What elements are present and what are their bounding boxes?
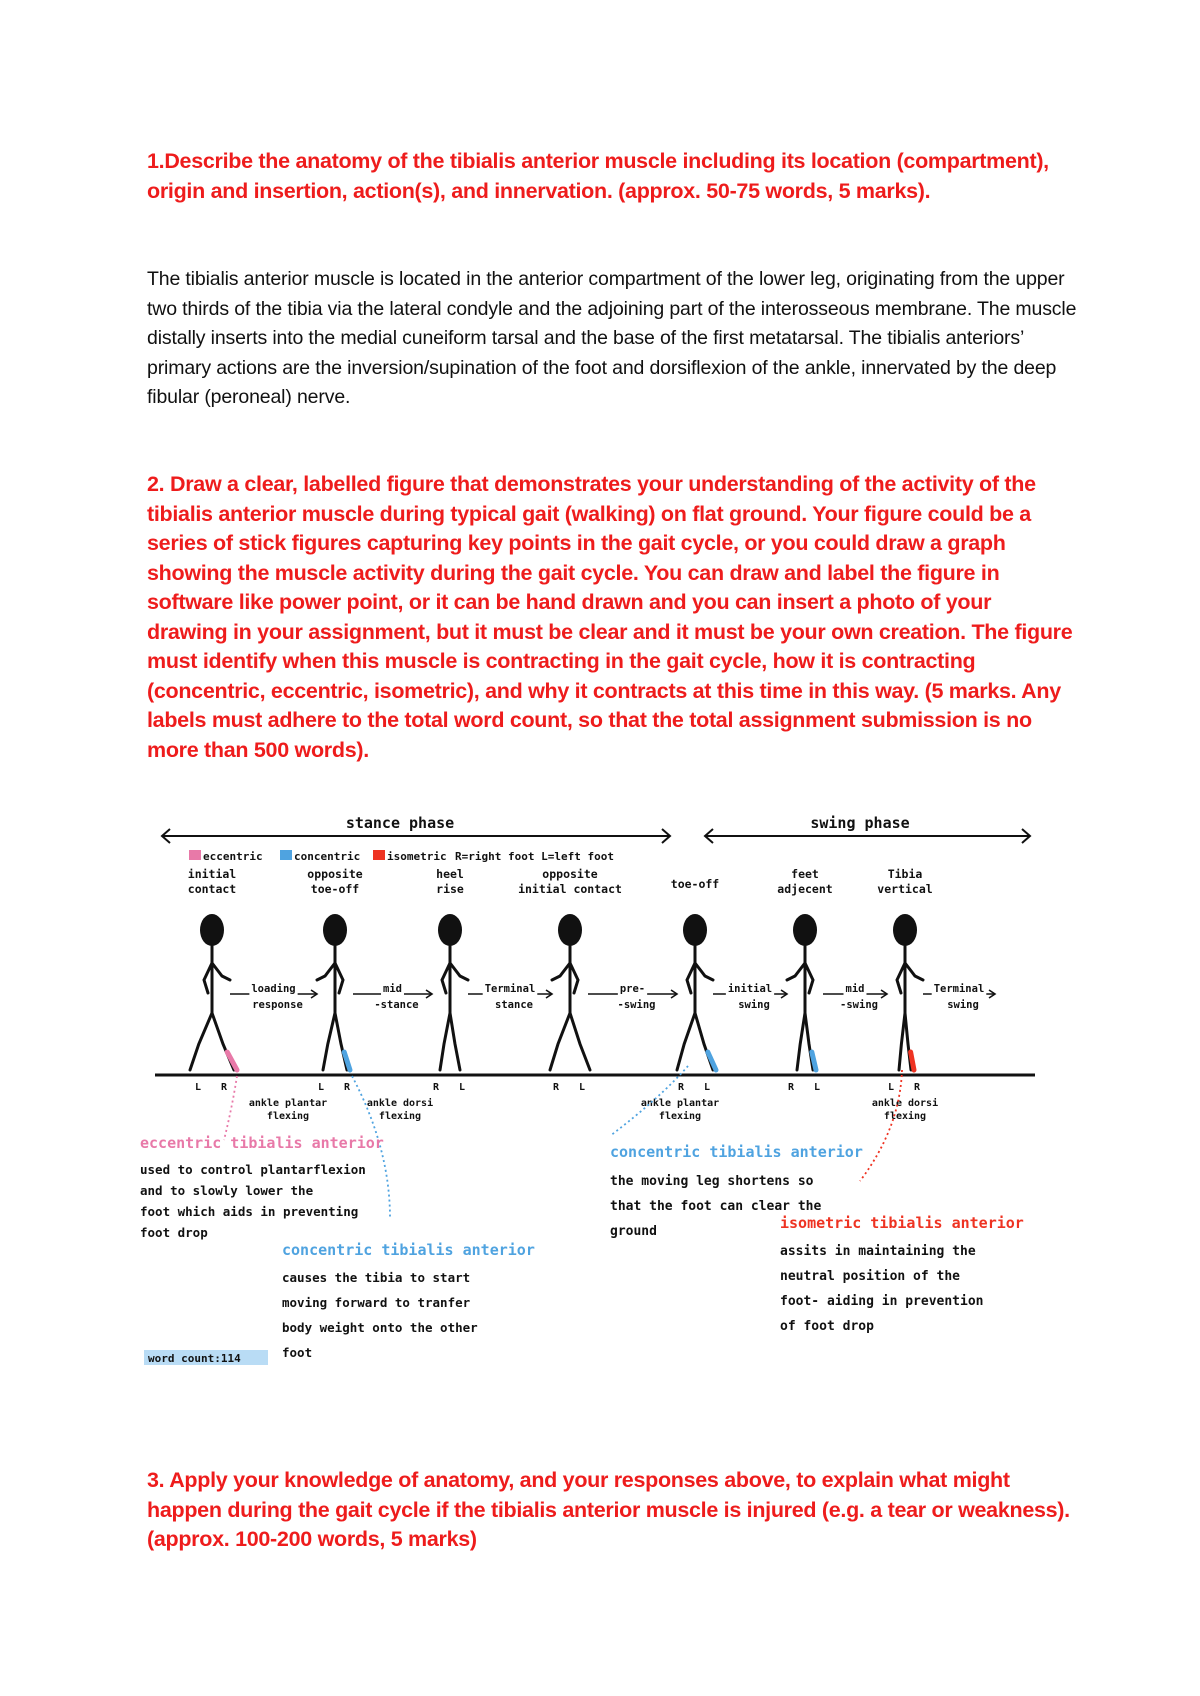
- eccentric-note-line: foot which aids in preventing: [140, 1204, 359, 1219]
- stick-figure-leg: [550, 1013, 570, 1070]
- concentric-note-1-title: concentric tibialis anterior: [282, 1241, 535, 1259]
- event-label: opposite: [542, 867, 598, 881]
- eccentric-note-line: and to slowly lower the: [140, 1183, 314, 1198]
- foot-label: L: [703, 1082, 711, 1093]
- event-label: toe-off: [670, 877, 720, 891]
- stick-figure-head: [683, 914, 707, 946]
- legend-eccentric-swatch: [189, 850, 201, 860]
- foot-label: R: [343, 1082, 351, 1093]
- foot-label: L: [458, 1082, 466, 1093]
- motion-label-2b: flexing: [378, 1111, 422, 1122]
- concentric-note-2-line: the moving leg shortens so: [610, 1174, 814, 1189]
- legend-isometric-swatch: [373, 850, 385, 860]
- stick-figure-head: [438, 914, 462, 946]
- phase-transition-label: Terminal: [484, 983, 536, 995]
- stick-figure-arm: [905, 963, 923, 980]
- phase-transition-label: -swing: [840, 999, 878, 1011]
- phase-transition-label: stance: [495, 999, 533, 1011]
- isometric-note-line: assits in maintaining the: [780, 1244, 976, 1259]
- legend-concentric-swatch: [280, 850, 292, 860]
- event-label: vertical: [877, 882, 933, 896]
- isometric-note-line: neutral position of the: [780, 1269, 961, 1284]
- concentric-note-2-title: concentric tibialis anterior: [610, 1143, 863, 1161]
- event-label: initial contact: [518, 882, 622, 896]
- event-label: toe-off: [310, 882, 360, 896]
- stick-figure-leg: [677, 1013, 695, 1070]
- gait-sequence: [188, 867, 995, 1093]
- stick-figure-leg: [450, 1013, 460, 1070]
- stick-figure-head: [200, 914, 224, 946]
- legend-concentric-label: concentric: [294, 850, 361, 863]
- legend-isometric-label: isometric: [387, 850, 447, 863]
- stick-figure-arm: [212, 963, 230, 980]
- isometric-note-title: isometric tibialis anterior: [780, 1214, 1024, 1232]
- stick-figure-leg: [570, 1013, 590, 1070]
- concentric-note-2-line: ground: [610, 1224, 657, 1239]
- phase-transition-label: loading: [251, 983, 296, 995]
- phase-transition-label: -stance: [374, 999, 419, 1011]
- word-count-label: word count:114: [148, 1352, 241, 1365]
- isometric-note-line: of foot drop: [780, 1319, 874, 1334]
- foot-label: R: [787, 1082, 795, 1093]
- stick-figure-arm: [552, 963, 570, 980]
- muscle-activity-marker: [911, 1052, 914, 1070]
- motion-label-3a: ankle plantar: [640, 1098, 720, 1109]
- motion-label-4b: flexing: [883, 1111, 927, 1122]
- phase-transition-label: swing: [947, 999, 979, 1011]
- eccentric-note-title: eccentric tibialis anterior: [140, 1134, 384, 1152]
- stick-figure-arm: [695, 963, 713, 980]
- stick-figure-leg: [190, 1013, 212, 1070]
- stance-phase-label: stance phase: [345, 814, 455, 832]
- event-label: heel: [436, 867, 464, 881]
- phase-transition-label: Terminal: [933, 983, 985, 995]
- stick-figure-leg: [797, 1013, 805, 1070]
- event-label: contact: [187, 882, 237, 896]
- legend-foot-key: R=right foot L=left foot: [455, 850, 614, 863]
- event-label: initial: [187, 867, 237, 881]
- phase-transition-label: response: [252, 999, 303, 1011]
- answer-1: The tibialis anterior muscle is located in the anterior compartment of the lower leg, originating from the upper two thirds of the tibia via the lateral condyle and the adjoining part of the interosseous membrane. The muscle distally inserts into the medial cuneiform tarsal and the base of the first metatarsal. The tibialis anteriors’ primary actions are the inversion/supination of the foot and dorsiflexion of the ankle, innervated by the deep fibular (peroneal) nerve.: [147, 268, 1077, 408]
- legend-eccentric-label: eccentric: [203, 850, 263, 863]
- stick-figure-leg: [440, 1013, 450, 1070]
- concentric-note-1-line: body weight onto the other: [282, 1320, 478, 1335]
- stick-figure-head: [323, 914, 347, 946]
- event-label: feet: [791, 867, 819, 881]
- isometric-leader: [860, 1070, 902, 1181]
- foot-label: R: [432, 1082, 440, 1093]
- foot-label: R: [552, 1082, 560, 1093]
- foot-label: L: [578, 1082, 586, 1093]
- stick-figure-arm: [317, 963, 335, 980]
- event-label: opposite: [307, 867, 363, 881]
- phase-transition-label: pre-: [619, 983, 646, 995]
- stick-figure-head: [893, 914, 917, 946]
- foot-label: R: [913, 1082, 921, 1093]
- stick-figure-arm: [450, 963, 468, 980]
- foot-label: R: [677, 1082, 685, 1093]
- concentric-note-1-line: causes the tibia to start: [282, 1270, 471, 1285]
- stick-figure-leg: [323, 1013, 335, 1070]
- question-3: 3. Apply your knowledge of anatomy, and your responses above, to explain what might happen during the gait cycle if the tibialis anterior muscle is injured (e.g. a tear or weakness). (approx. 100-200 words, 5 marks): [147, 1468, 1070, 1551]
- stick-figure-arm: [787, 963, 805, 980]
- question-2: 2. Draw a clear, labelled figure that demonstrates your understanding of the activity of the tibialis anterior muscle during typical gait (walking) on flat ground. Your figure could be a series of stick figures capturing key points in the gait cycle, or you could draw a graph showing the muscle activity during the gait cycle. You can draw and label the figure in software like power point, or it can be hand drawn and you can insert a photo of your drawing in your assignment, but it must be clear and it must be your own creation. The figure must identify when this muscle is contracting in the gait cycle, how it is contracting (concentric, eccentric, isometric), and why it contracts at this time in this way. (5 marks. Any labels must adhere to the total word count, so that the total assignment submission is no more than 500 words).: [147, 472, 1073, 762]
- concentric-note-1-line: foot: [282, 1345, 313, 1360]
- question-1: 1.Describe the anatomy of the tibialis anterior muscle including its location (compartment), origin and insertion, action(s), and innervation. (approx. 50-75 words, 5 marks).: [147, 149, 1049, 203]
- eccentric-note-line: foot drop: [140, 1225, 208, 1240]
- foot-label: R: [220, 1082, 228, 1093]
- concentric-note-2-line: that the foot can clear the: [610, 1199, 822, 1214]
- stick-figure-leg: [899, 1013, 905, 1070]
- motion-label-4a: ankle dorsi: [871, 1098, 939, 1109]
- motion-label-3b: flexing: [658, 1111, 702, 1122]
- event-label: rise: [436, 882, 464, 896]
- stick-figure-head: [558, 914, 582, 946]
- phase-transition-label: mid: [845, 983, 865, 995]
- stick-figure-head: [793, 914, 817, 946]
- foot-label: L: [813, 1082, 821, 1093]
- foot-label: L: [317, 1082, 325, 1093]
- event-label: Tibia: [887, 867, 923, 881]
- motion-label-1b: flexing: [266, 1111, 310, 1122]
- concentric-note-1-line: moving forward to tranfer: [282, 1295, 471, 1310]
- phase-transition-label: swing: [738, 999, 770, 1011]
- phase-transition-label: mid: [383, 983, 402, 995]
- event-label: adjecent: [777, 882, 833, 896]
- foot-label: L: [887, 1082, 895, 1093]
- motion-label-1a: ankle plantar: [248, 1098, 328, 1109]
- isometric-note-line: foot- aiding in prevention: [780, 1294, 984, 1309]
- foot-label: L: [194, 1082, 202, 1093]
- phase-transition-label: initial: [727, 983, 773, 995]
- motion-label-2a: ankle dorsi: [366, 1098, 434, 1109]
- phase-transition-label: -swing: [617, 999, 656, 1011]
- swing-phase-label: swing phase: [810, 814, 910, 832]
- gait-cycle-figure: [140, 808, 1085, 1368]
- eccentric-note-line: used to control plantarflexion: [140, 1162, 366, 1177]
